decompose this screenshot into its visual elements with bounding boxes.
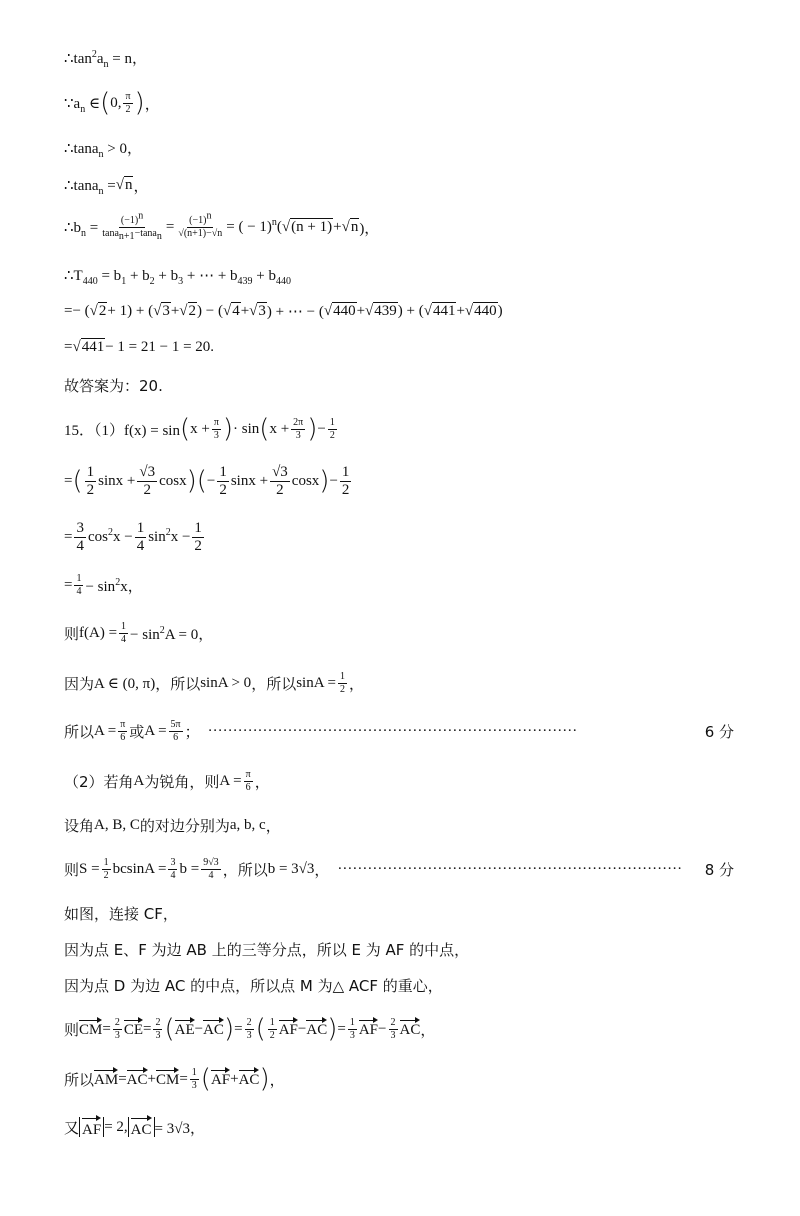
line-result: = √ 441 − 1 = 21 − 1 = 20. [64, 338, 215, 355]
line-part2: （2）若角 A 为锐角，则 A = $\frac{\pi}{6}$ ， [64, 768, 270, 793]
line-tan-positive: ∴tana$_n$ > 0， [64, 140, 142, 160]
line-answer: 故答案为：20. [64, 376, 163, 395]
line-q15-final: = $\frac{1}{4}$ − $\sin^2x$， [64, 572, 143, 597]
line-q15-expand: = ( $\frac{1}{2}$ sinx + $\frac{√3}{2}$ cosx )( − $\frac{1}{2}$ sinx + $\frac{√3}{2}$ cosx ) − $\frac{1}{2}$ [64, 463, 350, 498]
score-6: 6 分 [704, 722, 734, 741]
line-tan-sqrt: ∴tana$_n$ = √ n ， [64, 177, 149, 197]
line-fa-zero: 则 f(A) = $\frac{1}{4}$ − $\sin^2A = 0$， [64, 620, 214, 645]
line-trisection: 因为点 E、F 为边 AB 上的三等分点，所以 E 为 AF 的中点， [64, 940, 470, 959]
line-bn-formula: $\therefore b_n$ = $\frac{(-1)^n}{\tan a_{n+1}-\tan a_n}$ = $\frac{(-1)^n}{√(n+1)-√n}$ = ( − 1)$^n$( √ (n + 1) + √ n )， [64, 210, 380, 242]
score-8: 8 分 [704, 860, 734, 879]
line-q15-simplify: = $\frac{3}{4}$ $\cos^2x$ − $\frac{1}{4}$ $\sin^2x$ − $\frac{1}{2}$ [64, 519, 202, 554]
line-centroid: 因为点 D 为边 AC 的中点，所以点 M 为△ ACF 的重心， [64, 976, 443, 995]
line-an-range: $\because a_n$ ∈ ( 0, $\frac{\pi}{2}$ ) ， [64, 88, 160, 118]
line-t440-sum: $\therefore T_{440} = b_1 + b_2 + b_3$ + ⋯ + $b_{439} + b_{440}$ [64, 267, 292, 287]
line-vector-am: 所以 AM = AC + CM = $\frac{1}{3}$ ( AF + AC ) ， [64, 1064, 285, 1094]
line-q15-fx: 15．（1）f(x) = sin ( x + $\frac{\pi}{3}$ ) · sin ( x + $\frac{2\pi}{3}$ ) − $\frac{1}{2}$ [64, 414, 335, 444]
line-sina-half: 因为 A ∈ (0, π) ，所以 sinA > 0 ，所以 sinA = $\frac{1}{2}$ ， [64, 670, 364, 695]
line-connect-cf: 如图，连接 CF， [64, 904, 178, 923]
line-sides: 设角 A, B, C 的对边分别为 a, b, c ， [64, 816, 281, 835]
line-area: 则 S = $\frac{1}{2}$ bcsinA = $\frac{3}{4}$ b = $\frac{9√3}{4}$ ，所以 b = 3√3 ， ····································································· 8 分 [64, 856, 734, 881]
line-magnitudes: 又 AF = 2, AC = 3√3， [64, 1118, 205, 1138]
line-tan-squared: $\therefore\tan^2a_n = n$， [64, 48, 148, 70]
line-vector-cm: 则 CM = $\frac{2}{3}$ CE = $\frac{2}{3}$ ( AE − AC ) = $\frac{2}{3}$ ( $\frac{1}{2}$ AF − AC ) = $\frac{1}{3}$ AF − $\frac{2}{3}$ AC ， [64, 1014, 436, 1044]
line-telescoping: =− ( √ 2 + 1) + ( √ 3 + √ 2 ) − ( √ 4 + √ 3 ) + ⋯ − ( √ 440 + √ 439 ) + ( √ 441 + √ 440 ) [64, 302, 503, 320]
line-a-values: 所以 A = $\frac{\pi}{6}$ 或 A = $\frac{5\pi}{6}$ ； ·········································································· 6 分 [64, 718, 734, 743]
